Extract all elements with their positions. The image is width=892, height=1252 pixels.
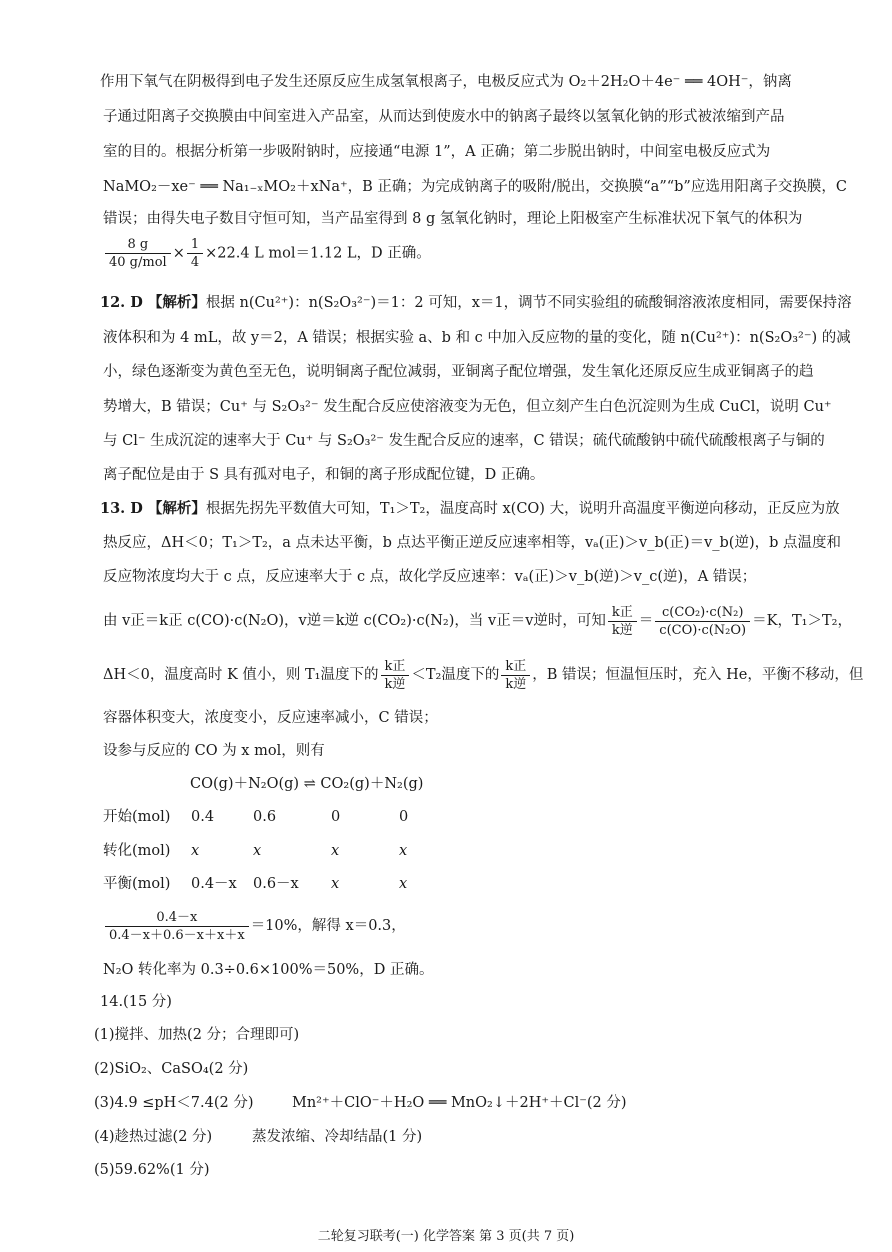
fraction-denominator: k逆 xyxy=(505,676,527,692)
fraction-denominator: 4 xyxy=(190,255,200,270)
answer-item: 蒸发浓缩、冷却结晶(1 分) xyxy=(252,1129,423,1145)
question-12-heading: 12. D 【解析】 xyxy=(100,294,206,311)
fraction-denominator: k逆 xyxy=(611,622,633,638)
fraction-numerator: k正 xyxy=(501,658,530,676)
fraction-numerator: c(CO₂)·c(N₂) xyxy=(655,604,750,622)
paragraph-line: 子通过阳离子交换膜由中间室进入产品室，从而达到使废水中的钠离子最终以氢氧化钠的形式被浓缩到产品 xyxy=(103,109,785,125)
paragraph-line: 错误；由得失电子数目守恒可知，当产品室得到 8 g 氢氧化钠时，理论上阳极室产生标准状况下氧气的体积为 xyxy=(103,211,803,227)
fraction-denominator: c(CO)·c(N₂O) xyxy=(659,622,747,638)
paragraph-line: 室的目的。根据分析第一步吸附钠时，应接通“电源 1”，A 正确；第二步脱出钠时，中间室电极反应式为 xyxy=(103,144,771,160)
fraction-denominator: k逆 xyxy=(384,676,406,692)
formula-tail: ＝K，T₁＞T₂， xyxy=(752,613,852,629)
answer-item: (2)SiO₂、CaSO₄(2 分) xyxy=(94,1061,249,1077)
row-label: 转化(mol) xyxy=(103,843,171,859)
paragraph-line: NaMO₂－xe⁻ ══ Na₁₋ₓMO₂＋xNa⁺，B 正确；为完成钠离子的吸附/脱出，交换膜“a”“b”应选用阳离子交换膜，C xyxy=(103,179,847,195)
formula-line xyxy=(103,236,431,271)
table-cell: 0.4－x xyxy=(191,876,237,892)
fraction-numerator: 0.4－x xyxy=(105,909,249,927)
paragraph-line: 作用下氧气在阴极得到电子发生还原反应生成氢氧根离子，电极反应式为 O₂＋2H₂O＋4e⁻ ══ 4OH⁻，钠离 xyxy=(100,74,792,90)
row-label: 平衡(mol) xyxy=(103,876,171,892)
paragraph-line: 热反应，ΔH＜0；T₁＞T₂，a 点未达平衡，b 点达平衡正逆反应速率相等，vₐ(正)＞v_b(正)＝v_b(逆)，b 点温度和 xyxy=(103,535,842,551)
rate-formula-line xyxy=(103,602,852,640)
answer-item: (1)搅拌、加热(2 分；合理即可) xyxy=(94,1027,300,1043)
fraction-numerator: k正 xyxy=(608,604,637,622)
fraction xyxy=(501,658,530,693)
row-label: 开始(mol) xyxy=(103,809,171,825)
table-cell: x xyxy=(399,876,408,892)
formula-tail: ，B 错误；恒温恒压时，充入 He，平衡不移动，但 xyxy=(532,667,864,683)
fraction-numerator: k正 xyxy=(381,658,410,676)
page-footer: 二轮复习联考(一) 化学答案 第 3 页(共 7 页) xyxy=(317,1229,575,1244)
table-cell: x xyxy=(331,876,340,892)
table-cell: x xyxy=(253,843,262,859)
fraction xyxy=(105,909,249,944)
k-ratio-line xyxy=(103,656,863,694)
table-cell: x xyxy=(399,843,408,859)
paragraph-line: 离子配位是由于 S 具有孤对电子，和铜的离子形成配位键，D 正确。 xyxy=(103,467,545,483)
paragraph-line: 反应物浓度均大于 c 点，反应速率大于 c 点，故化学反应速率：vₐ(正)＞v_b(逆)＞v_c(逆)，A 错误； xyxy=(103,569,757,585)
fraction xyxy=(381,658,410,693)
table-cell: 0.6 xyxy=(253,809,277,825)
answer-item: Mn²⁺＋ClO⁻＋H₂O ══ MnO₂↓＋2H⁺＋Cl⁻(2 分) xyxy=(292,1095,627,1111)
answer-item: (3)4.9 ≤pH＜7.4(2 分) xyxy=(94,1095,254,1111)
fraction-numerator: 1 xyxy=(187,236,203,254)
formula-text: ΔH＜0，温度高时 K 值小，则 T₁温度下的 xyxy=(103,667,379,683)
question-13-line xyxy=(100,499,840,519)
fraction xyxy=(608,604,637,639)
question-12-text: 根据 n(Cu²⁺)：n(S₂O₃²⁻)＝1：2 可知，x＝1，调节不同实验组的硫酸铜溶液浓度相同，需要保持溶 xyxy=(205,295,852,311)
conversion-formula-line xyxy=(103,906,406,946)
fraction-numerator: 8 g xyxy=(105,236,171,254)
formula-text: ＜T₂温度下的 xyxy=(411,667,500,683)
table-cell: 0 xyxy=(331,809,341,825)
fraction-denominator: 40 g/mol xyxy=(109,255,167,270)
formula-text: 由 v正＝k正 c(CO)·c(N₂O)，v逆＝k逆 c(CO₂)·c(N₂)，当 v正＝v逆时，可知 xyxy=(103,613,606,629)
paragraph-line: 与 Cl⁻ 生成沉淀的速率大于 Cu⁺ 与 S₂O₃²⁻ 发生配合反应的速率，C 错误；硫代硫酸钠中硫代硫酸根离子与铜的 xyxy=(103,433,825,449)
paragraph-line: 容器体积变大，浓度变小，反应速率减小，C 错误； xyxy=(103,710,438,726)
reaction-equation: CO(g)＋N₂O(g) ⇌ CO₂(g)＋N₂(g) xyxy=(190,776,424,792)
formula-tail: ×22.4 L mol＝1.12 L，D 正确。 xyxy=(205,245,431,262)
fraction xyxy=(105,236,171,271)
paragraph-line: 液体积和为 4 mL，故 y＝2，A 错误；根据实验 a、b 和 c 中加入反应物的量的变化，随 n(Cu²⁺)：n(S₂O₃²⁻) 的减 xyxy=(103,330,851,346)
fraction xyxy=(655,604,750,639)
fraction-denominator: 0.4－x＋0.6－x＋x＋x xyxy=(109,927,245,943)
table-cell: x xyxy=(331,843,340,859)
paragraph-line: N₂O 转化率为 0.3÷0.6×100%＝50%，D 正确。 xyxy=(103,962,434,978)
table-cell: 0.4 xyxy=(191,809,215,825)
times-sign: × xyxy=(172,245,185,262)
table-cell: x xyxy=(191,843,200,859)
paragraph-line: 势增大，B 错误；Cu⁺ 与 S₂O₃²⁻ 发生配合反应使溶液变为无色，但立刻产生白色沉淀则为生成 CuCl，说明 Cu⁺ xyxy=(103,399,832,415)
answer-item: (5)59.62%(1 分) xyxy=(94,1162,210,1178)
fraction xyxy=(187,236,203,271)
paragraph-line: 小，绿色逐渐变为黄色至无色，说明铜离子配位减弱，亚铜离子配位增强，发生氧化还原反应生成亚铜离子的趋 xyxy=(103,364,814,380)
question-14-heading: 14.(15 分) xyxy=(100,994,172,1010)
paragraph-line: 设参与反应的 CO 为 x mol，则有 xyxy=(103,743,325,759)
question-13-heading: 13. D 【解析】 xyxy=(100,500,206,517)
question-12-line xyxy=(100,293,852,313)
equals-sign: ＝ xyxy=(638,613,654,629)
formula-tail: ＝10%，解得 x＝0.3， xyxy=(250,918,406,934)
table-cell: 0.6－x xyxy=(253,876,299,892)
answer-item: (4)趁热过滤(2 分) xyxy=(94,1129,213,1145)
question-13-text: 根据先拐先平数值大可知，T₁＞T₂，温度高时 x(CO) 大，说明升高温度平衡逆向移动，正反应为放 xyxy=(205,501,840,517)
table-cell: 0 xyxy=(399,809,409,825)
